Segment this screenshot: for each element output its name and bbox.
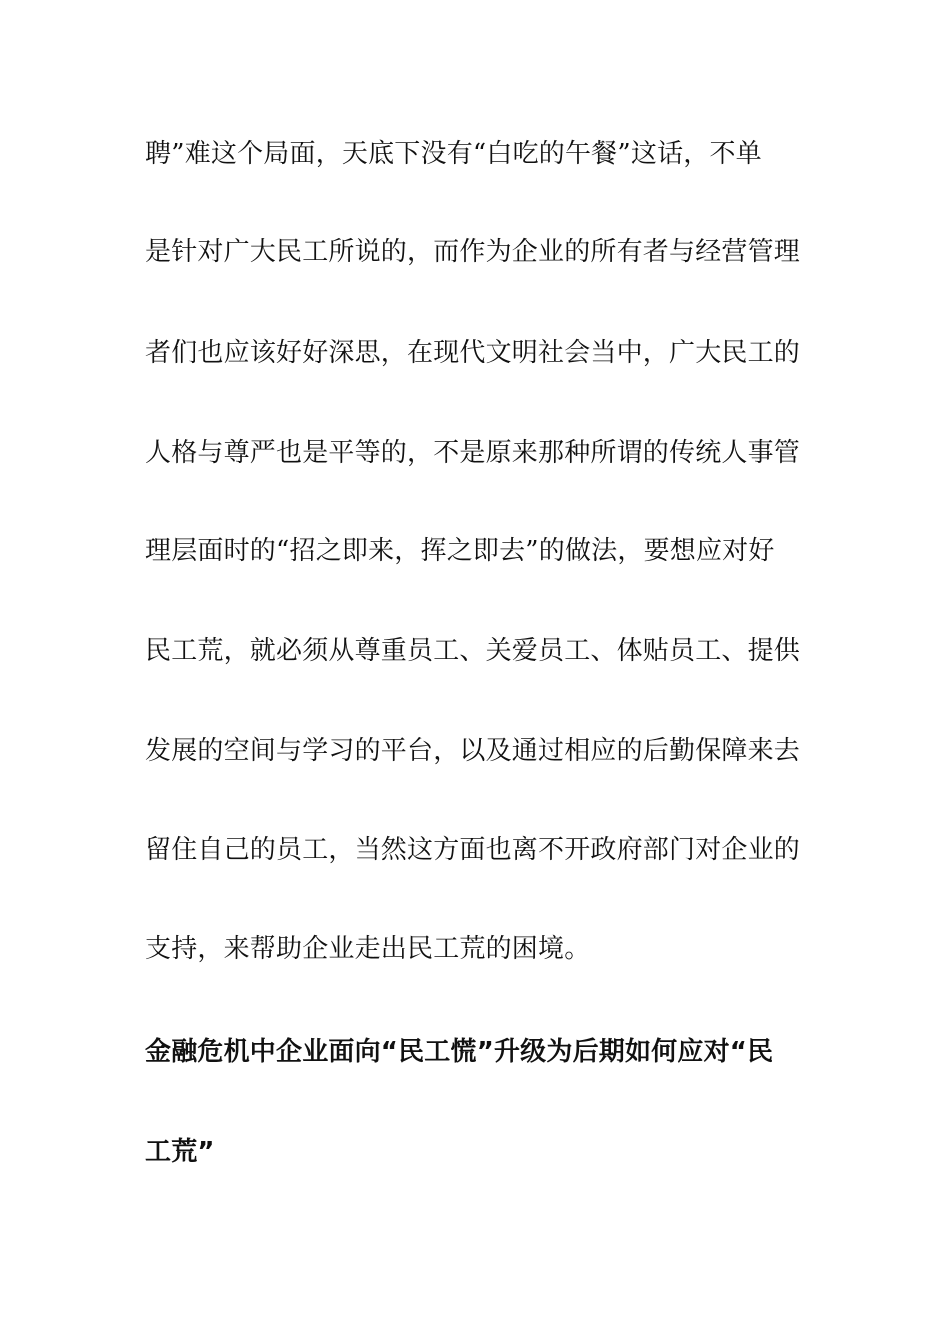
body-line-2: 是针对广大民工所说的，而作为企业的所有者与经营管理 [145,237,801,267]
body-line-6: 民工荒，就必须从尊重员工、关爱员工、体贴员工、提供 [145,636,801,666]
section-heading-line-2: 工荒” [145,1137,215,1167]
body-line-5: 理层面时的“招之即来，挥之即去”的做法，要想应对好 [145,536,775,566]
body-line-9: 支持，来帮助企业走出民工荒的困境。 [145,934,591,964]
body-line-3: 者们也应该好好深思，在现代文明社会当中，广大民工的 [145,338,801,368]
body-line-4: 人格与尊严也是平等的，不是原来那种所谓的传统人事管 [145,438,801,468]
body-line-7: 发展的空间与学习的平台，以及通过相应的后勤保障来去 [145,736,801,766]
body-line-1: 聘”难这个局面，天底下没有“白吃的午餐”这话，不单 [145,139,762,169]
section-heading-line-1: 金融危机中企业面向“民工慌”升级为后期如何应对“民 [145,1037,774,1067]
body-line-8: 留住自己的员工，当然这方面也离不开政府部门对企业的 [145,835,801,865]
